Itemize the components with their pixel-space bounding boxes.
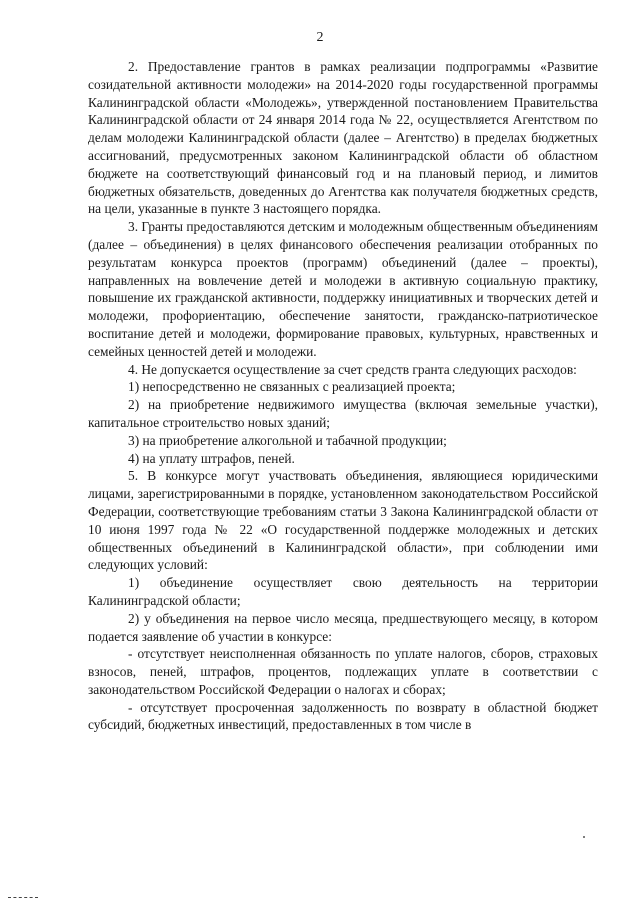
list-item: 3) на приобретение алкогольной и табачной продукции; — [128, 432, 447, 448]
list-item: 4) на уплату штрафов, пеней. — [128, 450, 295, 466]
scan-dot — [583, 836, 585, 838]
list-item: 1) объединение осуществляет свою деятельность на территории Калининградской области; — [88, 575, 598, 608]
list-item: 2) у объединения на первое число месяца, предшествующего месяцу, в котором подается заявление об участии в конкурсе: — [88, 610, 598, 644]
list-item: - отсутствует неисполненная обязанность по уплате налогов, сборов, страховых взносов, пеней, штрафов, процентов, подлежащих уплате в соответствии с законодательством Российской Федерации о налогах и сборах; — [88, 646, 598, 697]
list-item: 1) непосредственно не связанных с реализацией проекта; — [128, 379, 456, 395]
list-item: 2) на приобретение недвижимого имущества (включая земельные участки), капитальное строительство новых зданий; — [88, 397, 598, 430]
scan-edge-mark — [8, 897, 38, 899]
document-body — [88, 58, 598, 734]
page-number: 2 — [316, 30, 324, 45]
paragraph-2: 2. Предоставление грантов в рамках реализации подпрограммы «Развитие созидательной активности молодежи» на 2014-2020 годы государственной программы Калининградской области «Молодежь», утвержденной постановлением Правительства Калининградской области от 24 января 2014 года № 22, осуществляется Агентством по делам молодежи Калининградской области (далее – Агентство) в пределах бюджетных ассигнований, предусмотренных законом Калининградской области об областном бюджете на соответствующий финансовый год и на плановый период, и лимитов бюджетных обязательств, доведенных до Агентства как получателя бюджетных средств, на цели, указанные в пункте 3 настоящего порядка. — [88, 59, 598, 217]
list-item: - отсутствует просроченная задолженность по возврату в областной бюджет субсидий, бюджетных инвестиций, предоставленных в том числе в — [88, 699, 598, 733]
paragraph-3: 3. Гранты предоставляются детским и молодежным общественным объединениям (далее – объединения) в целях финансового обеспечения реализации отобранных по результатам конкурса проектов (программ) объединений (далее – проекты), направленных на вовлечение детей и молодежи в активную социальную практику, повышение их гражданской активности, поддержку инициативных и творческих детей и молодежи, профориентацию, обеспечение занятости, гражданско-патриотическое воспитание детей и молодежи, формирование правовых, культурных, нравственных и семейных ценностей детей и молодежи. — [88, 219, 598, 359]
paragraph-4: 4. Не допускается осуществление за счет средств гранта следующих расходов: — [128, 361, 577, 377]
paragraph-5: 5. В конкурсе могут участвовать объединения, являющиеся юридическими лицами, зарегистрированными в порядке, установленном законодательством Российской Федерации, соответствующие требованиям статьи 3 Закона Калининградской области от 10 июня 1997 года № 22 «О государственной поддержке молодежных и детских общественных объединений в Калининградской области», при соблюдении ими следующих условий: — [88, 468, 598, 573]
